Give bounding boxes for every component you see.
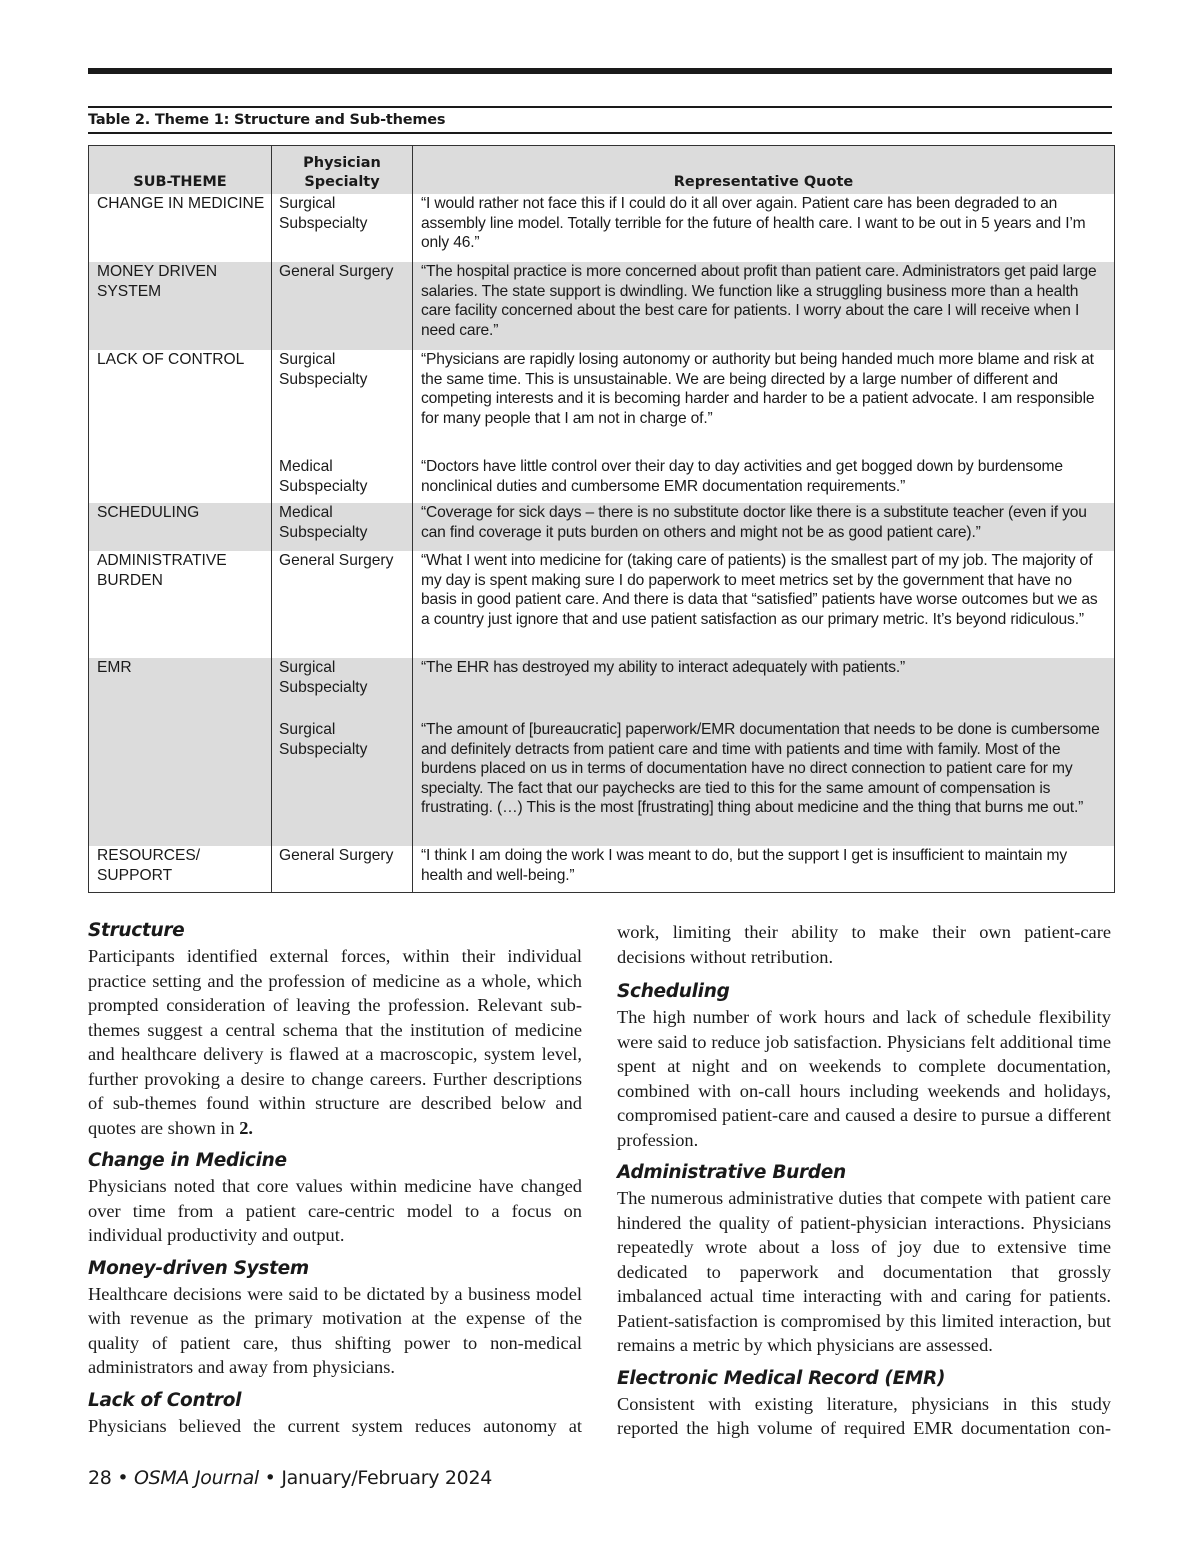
top-rule — [88, 68, 1112, 74]
table-row — [89, 350, 1115, 457]
section-paragraph — [88, 944, 582, 1140]
section-heading: Scheduling — [617, 981, 730, 1002]
specialty-cell — [272, 720, 413, 846]
table-header-row — [89, 146, 1115, 195]
specialty-cell — [272, 457, 413, 503]
specialty-cell: General Surgery — [272, 846, 413, 893]
section-heading: Electronic Medical Record (EMR) — [617, 1367, 946, 1389]
section-paragraph: Physicians believed the current system reduces autonomy at — [88, 1415, 582, 1436]
quote-cell: “Doctors have little control over their day to day activities and get bogged down by burdensome nonclinical duties and cumbersome EMR documentation requirements.” — [413, 457, 1115, 503]
section-heading: Administrative Burden — [617, 1162, 846, 1183]
subtheme-cell: LACK OF CONTROL — [89, 350, 272, 457]
table-row — [89, 503, 1115, 551]
section-heading: Change in Medicine — [88, 1150, 287, 1171]
header-subtheme: SUB-THEME — [89, 146, 272, 195]
subtheme-cell: EMR — [89, 658, 272, 720]
table-row — [89, 658, 1115, 720]
journal-name: OSMA Journal — [134, 1467, 259, 1489]
quote-cell: “I would rather not face this if I could do it all over again. Patient care has been degraded to an assembly line model. Totally terrible for the future of health care. I want to be out in 5 years and I’m only 46.” — [413, 194, 1115, 262]
quote-cell: “The EHR has destroyed my ability to interact adequately with patients.” — [413, 658, 1115, 720]
specialty-label: Surgical Subspecialty — [279, 721, 368, 758]
subtheme-cell — [89, 457, 272, 503]
subtheme-cell: CHANGE IN MEDICINE — [89, 194, 272, 262]
section-paragraph: The numerous administrative duties that compete with patient care hindered the quality of patient-physician interactions. Physicians repeatedly wrote about a loss of joy due to extensive time dedicated to paperwork and documentation that grossly imbalanced actual time interacting with and caring for patients. Patient-satisfaction is compromised by this limited interaction, but remains a metric by which physicians are assessed. — [617, 1188, 1111, 1355]
table-reference: 2. — [239, 1117, 253, 1138]
theme-table — [88, 145, 1115, 893]
quote-cell: “The hospital practice is more concerned about profit than patient care. Administrators get paid large salaries. The state support is dwindling. We function like a struggling business more than a health care facility concerned about the best care for patients. I worry about the care I will receive when I need care.” — [413, 262, 1115, 350]
quote-cell: “Coverage for sick days – there is no substitute doctor like there is a substitute teacher (even if you can find coverage it puts burden on others and might not be as good patient care).” — [413, 503, 1115, 551]
footer-separator: • — [117, 1467, 129, 1489]
specialty-label: Surgical Subspecialty — [279, 659, 368, 696]
section-paragraph: The high number of work hours and lack of schedule flexibility were said to reduce job satisfaction. Physicians felt additional time spent at night and on weekends to complete documentation, combined with on-call hours including weekends and holidays, compromised patient-care and caused a desire to pursue a different profession. — [617, 1007, 1111, 1150]
specialty-label: Medical Subspecialty — [279, 458, 368, 495]
subtheme-cell: ADMINISTRATIVE BURDEN — [89, 551, 272, 658]
table-row — [89, 720, 1115, 846]
issue-date: January/February 2024 — [281, 1467, 493, 1489]
specialty-cell: General Surgery — [272, 551, 413, 658]
section-heading: Lack of Control — [88, 1389, 242, 1411]
header-specialty-label: Physician Specialty — [303, 155, 381, 190]
table-caption: Table 2. Theme 1: Structure and Sub-themes — [88, 108, 1112, 134]
quote-cell: “I think I am doing the work I was meant to do, but the support I get is insufficient to maintain my health and well-being.” — [413, 846, 1115, 893]
left-column — [88, 918, 582, 1446]
table-row — [89, 457, 1115, 503]
quote-cell: “Physicians are rapidly losing autonomy or authority but being handed much more blame and risk at the same time. This is unsustainable. We are being directed by a large number of different and competing interests and it is becoming harder and harder to be a patient advocate. I am responsible for many people that I am not in charge of.” — [413, 350, 1115, 457]
structure-body: Participants identified external forces, within their individual practice setting and the profession of medicine as a whole, which prompted consideration of leaving the profession. Relevant sub-themes suggest a central schema that the institution of medicine and healthcare delivery is flawed at a macroscopic, system level, further provoking a desire to change careers. Further descriptions of sub-themes found within structure are described below and quotes are shown in — [88, 946, 582, 1138]
table-row — [89, 846, 1115, 893]
section-heading: Money-driven System — [88, 1257, 309, 1279]
subtheme-cell — [89, 720, 272, 846]
section-heading: Structure — [88, 920, 185, 941]
specialty-cell — [272, 503, 413, 551]
table-row — [89, 194, 1115, 262]
table-block — [88, 106, 1112, 893]
specialty-label: Surgical Subspecialty — [279, 351, 368, 388]
specialty-label: Medical Subspecialty — [279, 504, 368, 541]
subtheme-cell — [89, 846, 272, 893]
specialty-cell — [272, 350, 413, 457]
table-row — [89, 551, 1115, 658]
footer-separator: • — [264, 1467, 276, 1489]
subtheme-cell: MONEY DRIVEN SYSTEM — [89, 262, 272, 350]
section-paragraph: Healthcare decisions were said to be dictated by a business model with revenue as the primary motivation at the expense of the quality of patient care, thus shifting power to non-medical administrators and away from physicians. — [88, 1283, 582, 1377]
quote-cell: “The amount of [bureaucratic] paperwork/EMR documentation that needs to be done is cumbersome and definitely detracts from patient care and time with patients and time with family. Most of the burdens placed on us in terms of documentation have no direct connection to patient care for my specialty. The fact that our paychecks are tied to this for the same amount of compensation is frustrating. (…) This is the most [frustrating] thing about medicine and the thing that burns me out.” — [413, 720, 1115, 846]
specialty-cell — [272, 194, 413, 262]
header-specialty — [272, 146, 413, 195]
section-paragraph: Consistent with existing literature, physicians in this study reported the high volume of required EMR documentation con- — [617, 1393, 1111, 1438]
page-footer — [88, 1467, 492, 1489]
page-number: 28 — [88, 1467, 112, 1489]
specialty-label: Surgical Subspecialty — [279, 195, 368, 232]
specialty-cell: General Surgery — [272, 262, 413, 350]
table-row — [89, 262, 1115, 350]
right-column — [617, 920, 1111, 1449]
section-paragraph: Physicians noted that core values within medicine have changed over time from a patient care-centric model to a focus on individual productivity and output. — [88, 1176, 582, 1245]
header-quote: Representative Quote — [413, 146, 1115, 195]
subtheme-cell: SCHEDULING — [89, 503, 272, 551]
section-paragraph: work, limiting their ability to make their own patient-care decisions without retribution. — [617, 922, 1111, 967]
specialty-cell — [272, 658, 413, 720]
subtheme-label: RESOURCES/ SUPPORT — [97, 847, 201, 884]
quote-cell: “What I went into medicine for (taking care of patients) is the smallest part of my job. The majority of my day is spent making sure I do paperwork to meet metrics set by the government that have no basis in good patient care. And there is data that “satisfied” patients have worse outcomes but we as a country just ignore that and use patient satisfaction as our primary metric. It’s beyond ridiculous.” — [413, 551, 1115, 658]
